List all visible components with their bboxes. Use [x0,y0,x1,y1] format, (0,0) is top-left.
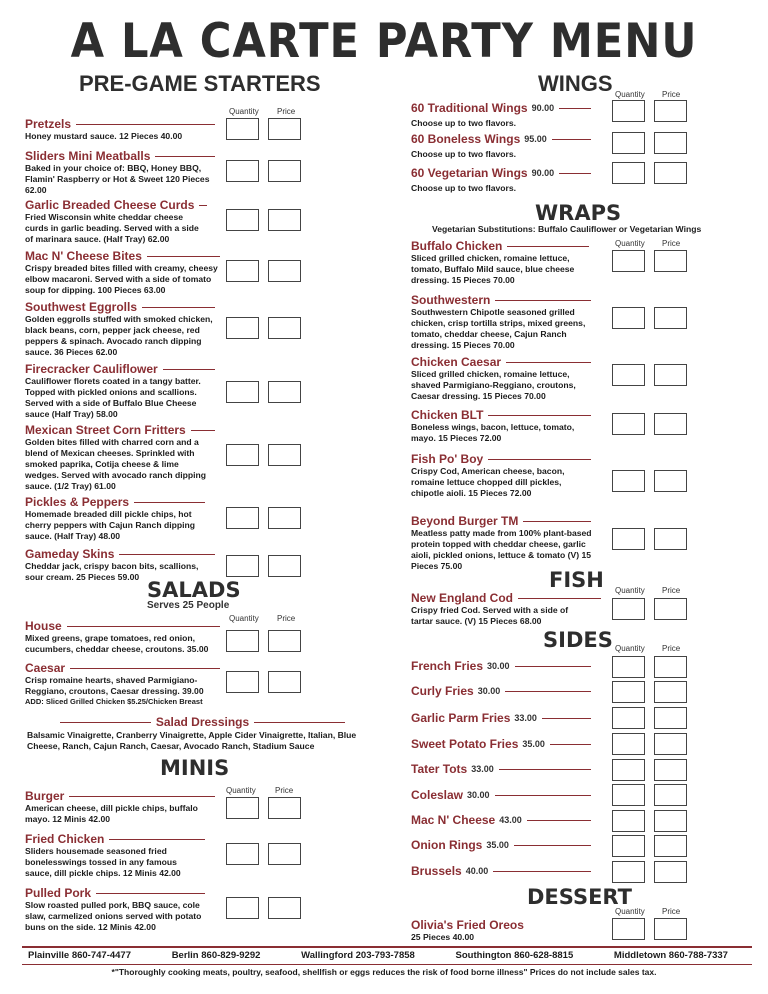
price-box[interactable] [654,759,687,781]
item-desc: Mixed greens, grape tomatoes, red onion, cucumbers, cheddar cheese, croutons. 35.00 [25,633,209,654]
item-price: 35.00 [486,840,509,850]
price-box[interactable] [654,132,687,154]
menu-item-cheese-curds [25,198,207,245]
item-desc: Sliced grilled chicken, romaine lettuce, shaved Parmigiano-Reggiano, croutons, Caesar dressing. 15 Pieces 70.00 [411,369,576,401]
item-name: 60 Traditional Wings [411,101,528,115]
menu-item-house-salad [25,619,220,655]
salads-subtitle: Serves 25 People [147,600,230,611]
side-item-curly-fries [411,684,591,698]
price-box[interactable] [654,250,687,272]
price-box[interactable] [654,733,687,755]
price-header: Price [275,786,294,795]
menu-item-fried-chicken [25,832,205,879]
quantity-box[interactable] [226,209,259,231]
salads-title: SALADS [147,578,241,602]
item-name: Garlic Breaded Cheese Curds [25,198,195,212]
wraps-title: WRAPS [535,201,622,225]
price-box[interactable] [654,364,687,386]
side-item-tater-tots [411,762,591,776]
price-box[interactable] [654,598,687,620]
price-box[interactable] [268,630,301,652]
menu-item-boneless-wings [411,132,591,160]
price-box[interactable] [268,381,301,403]
item-name: Buffalo Chicken [411,239,503,253]
quantity-box[interactable] [612,307,645,329]
quantity-box[interactable] [612,413,645,435]
item-desc: Meatless patty made from 100% plant-based protein topped with cheddar cheese, garlic aioli, pickled onions, lettuce & tomato (V) 15 Pieces 75.00 [411,528,592,571]
footer-rule-top [22,946,752,948]
menu-item-sliders-mini-meatballs [25,149,215,196]
item-desc: Crisp romaine hearts, shaved Parmigiano-Reggiano, croutons, Caesar dressing. 39.00 [25,675,204,696]
salad-dressings-list: Balsamic Vinaigrette, Cranberry Vinaigrette, Apple Cider Vinaigrette, Italian, Blue Cheese, Ranch, Cajun Ranch, Caesar, Avocado Ranch, Stadium Sauce [27,730,357,751]
quantity-box[interactable] [612,733,645,755]
item-desc: Crispy breaded bites filled with creamy, cheesy elbow macaroni. Served with a side of tomato soup for dipping. 100 Pieces 63.00 [25,263,218,295]
item-desc: 25 Pieces 40.00 [411,932,475,942]
item-desc: Cheddar jack, crispy bacon bits, scallions, sour cream. 25 Pieces 59.00 [25,561,199,582]
menu-item-vegetarian-wings [411,166,591,194]
item-price: 30.00 [477,686,501,696]
quantity-box[interactable] [226,160,259,182]
quantity-header: Quantity [615,644,645,653]
item-price: 30.00 [487,661,510,671]
item-name: Caesar [25,661,66,675]
item-name: Pickles & Peppers [25,495,130,509]
item-desc: Crispy Cod, American cheese, bacon, romaine lettuce chopped dill pickles, chipotle aioli. 15 Pieces 72.00 [411,466,565,498]
quantity-box[interactable] [226,630,259,652]
price-box[interactable] [654,413,687,435]
item-name: Fried Chicken [25,832,105,846]
item-price: 40.00 [465,866,489,876]
item-price: 43.00 [499,815,522,825]
quantity-box[interactable] [226,381,259,403]
price-box[interactable] [654,470,687,492]
menu-item-corn-fritters [25,423,215,492]
item-name: Southwestern [411,293,491,307]
menu-item-southwestern-wrap [411,293,591,351]
item-desc: Crispy fried Cod. Served with a side of tartar sauce. (V) 15 Pieces 68.00 [411,605,569,626]
item-desc: Choose up to two flavors. [411,183,517,193]
price-box[interactable] [654,656,687,678]
locations-bar [28,950,728,961]
item-name: French Fries [411,659,484,673]
quantity-box[interactable] [226,671,259,693]
item-name: Burger [25,789,65,803]
side-item-french-fries [411,659,591,673]
item-desc: Baked in your choice of: BBQ, Honey BBQ, Flamin' Raspberry or Hot & Sweet 120 Pieces 62.00 [25,163,210,195]
item-desc: Southwestern Chipotle seasoned grilled chicken, crisp tortilla strips, mixed greens, tomato, cheddar cheese, Cajun Ranch dressing. 15 Pieces 70.00 [411,307,586,350]
page-title: A LA CARTE PARTY MENU [70,14,698,69]
item-desc: Fried Wisconsin white cheddar cheese curds in garlic beading. Served with a side of marinara sauce. (Half Tray) 62.00 [25,212,199,244]
price-box[interactable] [268,160,301,182]
item-desc: American cheese, dill pickle chips, buffalo mayo. 12 Minis 42.00 [25,803,198,824]
item-price: 30.00 [467,790,490,800]
salad-dressings-title: Salad Dressings [155,715,250,729]
quantity-box[interactable] [612,681,645,703]
price-box[interactable] [268,260,301,282]
quantity-header: Quantity [615,239,645,248]
item-name: Olivia's Fried Oreos [411,918,524,932]
item-desc: Golden bites filled with charred corn and a blend of Mexican cheeses. Sprinkled with smoked paprika, Cotija cheese & lime wedges. Served with avocado ranch dipping sauce. (1/2 Tray) 61.00 [25,437,206,491]
item-name: Beyond Burger TM [411,514,519,528]
item-name: Brussels [411,864,462,878]
quantity-box[interactable] [612,528,645,550]
price-box[interactable] [654,100,687,122]
salad-dressings-header [60,715,345,729]
price-box[interactable] [654,528,687,550]
menu-item-buffalo-chicken-wrap [411,239,589,286]
item-name: 60 Boneless Wings [411,132,521,146]
quantity-header: Quantity [229,614,259,623]
quantity-box[interactable] [612,835,645,857]
sides-title: SIDES [543,628,613,652]
price-box[interactable] [268,209,301,231]
item-name: Mac N' Cheese Bites [25,249,142,263]
price-box[interactable] [268,444,301,466]
item-name: Firecracker Cauliflower [25,362,158,376]
item-price: 90.00 [531,103,555,113]
wraps-note: Vegetarian Substitutions: Buffalo Cauliflower or Vegetarian Wings [432,224,702,234]
price-box[interactable] [268,555,301,577]
item-desc: Sliders housemade seasoned fried bonelesswings tossed in any famous sauce, dill pickle chips. 12 Minis 42.00 [25,846,181,878]
item-price: 33.00 [471,764,494,774]
item-name: New England Cod [411,591,513,605]
item-name: Sliders Mini Meatballs [25,149,151,163]
quantity-box[interactable] [612,470,645,492]
footer-rule-bottom [22,964,752,965]
quantity-box[interactable] [612,364,645,386]
item-price: 35.00 [522,739,545,749]
price-header: Price [662,90,681,99]
price-header: Price [662,239,681,248]
side-item-mac-n-cheese [411,813,591,827]
quantity-box[interactable] [612,861,645,883]
quantity-box[interactable] [226,444,259,466]
price-header: Price [277,107,296,116]
item-desc: Choose up to two flavors. [411,118,517,128]
quantity-header: Quantity [226,786,256,795]
item-name: Fish Po' Boy [411,452,484,466]
item-desc: Choose up to two flavors. [411,149,517,159]
price-box[interactable] [654,918,687,940]
quantity-box[interactable] [226,260,259,282]
location-berlin: Berlin 860-829-9292 [171,950,261,961]
price-box[interactable] [268,843,301,865]
quantity-box[interactable] [612,918,645,940]
price-box[interactable] [654,307,687,329]
price-header: Price [277,614,296,623]
menu-item-fish-po-boy-wrap [411,452,591,499]
menu-item-pretzels [25,117,215,142]
side-item-sweet-potato-fries [411,737,591,751]
item-price: 95.00 [524,134,547,144]
price-box[interactable] [654,162,687,184]
fish-title: FISH [549,568,604,592]
price-box[interactable] [268,897,301,919]
wings-title: WINGS [538,71,613,96]
quantity-header: Quantity [615,90,645,99]
item-name: Mexican Street Corn Fritters [25,423,186,437]
price-box[interactable] [268,507,301,529]
menu-item-traditional-wings [411,101,591,129]
menu-item-firecracker-cauliflower [25,362,215,420]
price-box[interactable] [654,784,687,806]
quantity-box[interactable] [612,656,645,678]
price-box[interactable] [654,835,687,857]
item-desc: Slow roasted pulled pork, BBQ sauce, cole slaw, carmelized onions served with potato buns on the side. 12 Minis 42.00 [25,900,202,932]
item-desc: Sliced grilled chicken, romaine lettuce, tomato, Buffalo Mild sauce, blue cheese dressing. 15 Pieces 70.00 [411,253,575,285]
menu-item-pickles-peppers [25,495,205,542]
quantity-box[interactable] [612,162,645,184]
quantity-box[interactable] [226,507,259,529]
item-name: Coleslaw [411,788,464,802]
item-desc: Boneless wings, bacon, lettuce, tomato, mayo. 15 Pieces 72.00 [411,422,575,443]
menu-item-fried-oreos [411,918,591,943]
item-name: House [25,619,62,633]
quantity-box[interactable] [226,897,259,919]
item-name: Sweet Potato Fries [411,737,519,751]
price-box[interactable] [654,707,687,729]
menu-item-beyond-burger-wrap [411,514,601,572]
price-box[interactable] [654,810,687,832]
item-name: Gameday Skins [25,547,115,561]
menu-item-chicken-caesar-wrap [411,355,591,402]
menu-item-mac-cheese-bites [25,249,220,296]
salad-add-note: ADD: Sliced Grilled Chicken $5.25/Chicken Breast [25,697,203,706]
quantity-box[interactable] [612,707,645,729]
price-box[interactable] [268,671,301,693]
item-desc: Golden eggrolls stuffed with smoked chicken, black beans, corn, pepper jack cheese, red peppers & spinach. Avocado ranch dipping sauce. 36 Pieces 62.00 [25,314,213,357]
price-header: Price [662,644,681,653]
quantity-header: Quantity [229,107,259,116]
menu-item-new-england-cod [411,591,601,627]
price-box[interactable] [268,797,301,819]
location-plainville: Plainville 860-747-4477 [28,950,131,961]
price-box[interactable] [654,681,687,703]
side-item-onion-rings [411,838,591,852]
item-price: 33.00 [514,713,537,723]
price-header: Price [662,586,681,595]
item-name: Mac N' Cheese [411,813,496,827]
item-name: 60 Vegetarian Wings [411,166,528,180]
item-name: Tater Tots [411,762,468,776]
item-desc: Honey mustard sauce. 12 Pieces 40.00 [25,131,183,141]
quantity-box[interactable] [226,555,259,577]
quantity-box[interactable] [226,843,259,865]
menu-item-chicken-blt-wrap [411,408,591,444]
quantity-header: Quantity [615,586,645,595]
disclaimer: *"Thoroughly cooking meats, poultry, seafood, shellfish or eggs reduces the risk of food borne illness" Prices do not include sales tax. [111,967,657,977]
item-price: 90.00 [531,168,555,178]
location-middletown: Middletown 860-788-7337 [613,950,728,961]
item-desc: Homemade breaded dill pickle chips, hot cherry peppers with Cajun Ranch dipping sauce. (Half Tray) 48.00 [25,509,195,541]
minis-title: MINIS [160,756,230,780]
side-item-coleslaw [411,788,591,802]
menu-item-southwest-eggrolls [25,300,215,358]
item-name: Chicken BLT [411,408,484,422]
quantity-box[interactable] [226,317,259,339]
price-box[interactable] [654,861,687,883]
item-name: Southwest Eggrolls [25,300,138,314]
item-name: Chicken Caesar [411,355,502,369]
price-header: Price [662,907,681,916]
menu-item-pulled-pork [25,886,205,933]
dessert-title: DESSERT [527,885,632,909]
quantity-box[interactable] [612,598,645,620]
location-wallingford: Wallingford 203-793-7858 [301,950,415,961]
quantity-box[interactable] [612,250,645,272]
item-name: Onion Rings [411,838,483,852]
price-box[interactable] [268,317,301,339]
quantity-box[interactable] [612,784,645,806]
quantity-box[interactable] [612,132,645,154]
item-name: Pulled Pork [25,886,92,900]
location-southington: Southington 860-628-8815 [455,950,574,961]
item-name: Garlic Parm Fries [411,711,511,725]
starters-title: PRE-GAME STARTERS [79,71,321,96]
item-name: Pretzels [25,117,72,131]
quantity-box[interactable] [612,810,645,832]
quantity-box[interactable] [226,797,259,819]
menu-item-burger [25,789,215,825]
side-item-garlic-parm-fries [411,711,591,725]
quantity-box[interactable] [612,759,645,781]
quantity-header: Quantity [615,907,645,916]
menu-item-caesar-salad [25,661,220,697]
price-box[interactable] [268,118,301,140]
item-desc: Cauliflower florets coated in a tangy batter. Topped with pickled onions and scallions. Served with a side of Buffalo Blue Cheese sauce (Half Tray) 58.00 [25,376,201,419]
quantity-box[interactable] [226,118,259,140]
side-item-brussels [411,864,591,878]
quantity-box[interactable] [612,100,645,122]
item-name: Curly Fries [411,684,474,698]
